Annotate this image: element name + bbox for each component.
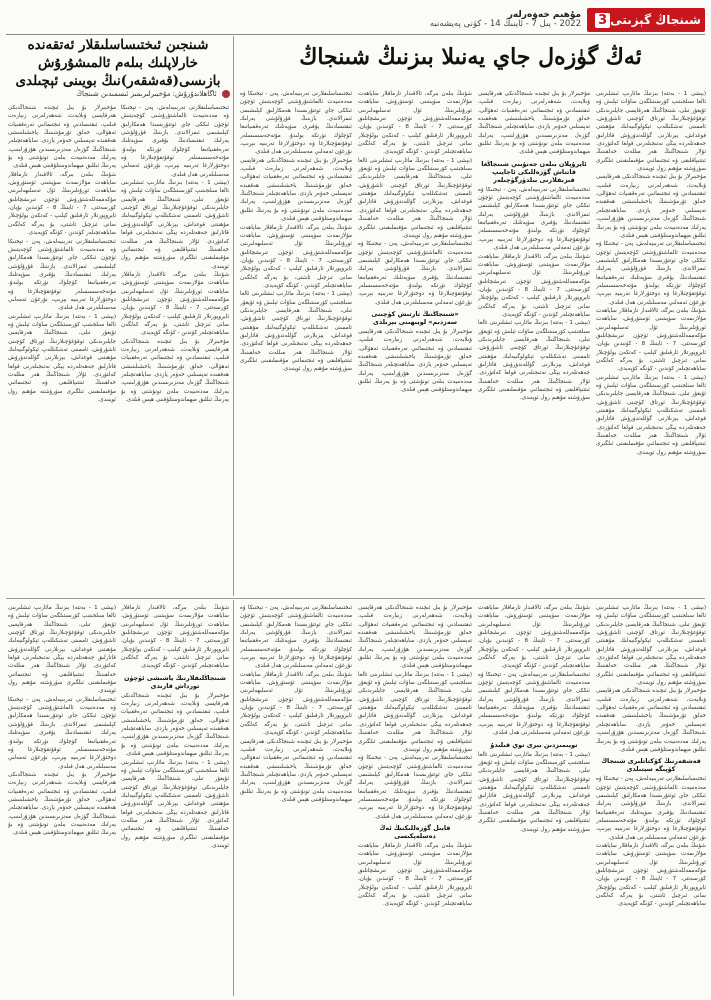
paragraph: شۇنىڭ بىلەن بىرگە، ئالاقىدار تارماقلار ساياھەت مۇلازىمەت سۈپىتىنى ئۆستۈرۈش، ساياھەت ئورۇنلىرىنىڭ ئۇل ئەسلىھەلىرىنى مۇكەممەللەشتۈرۈش ئۈچۈن تىرىشچانلىق كۆرسەتتى. 7 - ئاينىڭ 8 - كۈنىدىن بۇيان، ئايروپورتلار ئارقىلىق كېلىپ - كەتكەن يولۇچىلار سانى ئىزچىل ئاشتى، بۇ يەرگە كەلگەن ساياھەتچىلەر كۈندىن - كۈنگە كۆپەيدى. [8,171,116,237]
paragraph: شۇنىڭ بىلەن بىرگە، ئالاقىدار تارماقلار ساياھەت مۇلازىمەت سۈپىتىنى ئۆستۈرۈش، ساياھەت ئورۇنلىرىنىڭ ئۇل ئەسلىھەلىرىنى مۇكەممەللەشتۈرۈش ئۈچۈن تىرىشچانلىق كۆرسەتتى. 7 - ئاينىڭ 8 - كۈنىدىن بۇيان، ئايروپورتلار ئارقىلىق كېلىپ - كەتكەن يولۇچىلار سانى ئىزچىل ئاشتى، بۇ يەرگە كەلگەن ساياھەتچىلەر كۈندىن - كۈنگە كۆپەيدى. [358,91,472,156]
paragraph: ئىختىساسلىقلارنى تەربىيەلەش، پەن - تېخنىكا ۋە مەدەنىيەت ئالماشتۇرۇشنى كۈچەيتىش ئۈچۈن ئىككى جاي ئوتتۇرىسىدا ھەمكارلىق كېلىشىمى ئىمزالاندى. بازىنىڭ قۇرۇلۇشى يەرلىك ئىقتىسادنىڭ يۇقىرى سۈپەتلىك تەرەققىياتىغا كۈچلۈك تۈرتكە بولىدۇ. مۇتەخەسسىسلەر ئوقۇتقۇچىلارغا ۋە دوختۇرلارغا تەربىيە بېرىپ، نۇرغۇن ئەمەلىي مەسىلىلەرنى ھەل قىلدى. [121,105,229,178]
paragraph: شۇنىڭ بىلەن بىرگە، ئالاقىدار تارماقلار ساياھەت مۇلازىمەت سۈپىتىنى ئۆستۈرۈش، ساياھەت ئورۇنلىرىنىڭ ئۇل ئەسلىھەلىرىنى مۇكەممەللەشتۈرۈش ئۈچۈن تىرىشچانلىق كۆرسەتتى. 7 - ئاينىڭ 8 - كۈنىدىن بۇيان، ئايروپورتلار ئارقىلىق كېلىپ - كەتكەن يولۇچىلار سانى ئىزچىل ئاشتى، بۇ يەرگە كەلگەن ساياھەتچىلەر كۈندىن - كۈنگە كۆپەيدى. [240,671,352,737]
paragraph: شۇنىڭ بىلەن بىرگە، ئالاقىدار تارماقلار ساياھەت مۇلازىمەت سۈپىتىنى ئۆستۈرۈش، ساياھەت ئورۇنلىرىنىڭ ئۇل ئەسلىھەلىرىنى مۇكەممەللەشتۈرۈش ئۈچۈن تىرىشچانلىق كۆرسەتتى. 7 - ئاينىڭ 8 - كۈنىدىن بۇيان، ئايروپورتلار ئارقىلىق كېلىپ - كەتكەن يولۇچىلار سانى ئىزچىل ئاشتى، بۇ يەرگە كەلگەن ساياھەتچىلەر كۈندىن - كۈنگە كۆپەيدى. [478,253,590,318]
paragraph: ئىختىساسلىقلارنى تەربىيەلەش، پەن - تېخنىكا ۋە مەدەنىيەت ئالماشتۇرۇشنى كۈچەيتىش ئۈچۈن ئىككى جاي ئوتتۇرىسىدا ھەمكارلىق كېلىشىمى ئىمزالاندى. بازىنىڭ قۇرۇلۇشى يەرلىك ئىقتىسادنىڭ يۇقىرى سۈپەتلىك تەرەققىياتىغا كۈچلۈك تۈرتكە بولىدۇ. مۇتەخەسسىسلەر ئوقۇتقۇچىلارغا ۋە دوختۇرلارغا تەربىيە بېرىپ، نۇرغۇن ئەمەلىي مەسىلىلەرنى ھەل قىلدى. [358,241,472,306]
paragraph: شۇنىڭ بىلەن بىرگە، ئالاقىدار تارماقلار ساياھەت مۇلازىمەت سۈپىتىنى ئۆستۈرۈش، ساياھەت ئورۇنلىرىنىڭ ئۇل ئەسلىھەلىرىنى مۇكەممەللەشتۈرۈش ئۈچۈن تىرىشچانلىق كۆرسەتتى. 7 - ئاينىڭ 8 - كۈنىدىن بۇيان، ئايروپورتلار ئارقىلىق كېلىپ - كەتكەن يولۇچىلار سانى ئىزچىل ئاشتى، بۇ يەرگە كەلگەن ساياھەتچىلەر كۈندىن - كۈنگە كۆپەيدى. [121,605,229,670]
side-column-2 [8,104,116,592]
paragraph: مۇخبىرلار بۇ يىل ئىچىدە شىنجاڭدىكى ھەرقايسى ۋىلايەت، شەھەرلەرنى زىيارەت قىلىپ، ئىقتىسادىي ۋە ئىجتىمائىي تەرەققىيات ئەھۋالى، خەلق تۇرمۇشىنىڭ ياخشىلىنىشى ھەققىدە تەپسىلىي خەۋەر يازدى. ساياھەتچىلەر شىنجاڭنىڭ گۈزەل مەنزىرىسىدىن ھۇزۇرلىنىپ، يەرلىك مەدەنىيەت بىلەن تونۇشتى ۋە بۇ يەرنىڭ ئىللىق مېھماندوستلۇقىنى ھېس قىلدى. [8,105,116,170]
lower-column-3 [358,604,472,996]
column-divider [233,36,234,596]
side-article-title-block [6,36,230,91]
paragraph: شۇنىڭ بىلەن بىرگە، ئالاقىدار تارماقلار ساياھەت مۇلازىمەت سۈپىتىنى ئۆستۈرۈش، ساياھەت ئورۇنلىرىنىڭ ئۇل ئەسلىھەلىرىنى مۇكەممەللەشتۈرۈش ئۈچۈن تىرىشچانلىق كۆرسەتتى. 7 - ئاينىڭ 8 - كۈنىدىن بۇيان، ئايروپورتلار ئارقىلىق كېلىپ - كەتكەن يولۇچىلار سانى ئىزچىل ئاشتى، بۇ يەرگە كەلگەن ساياھەتچىلەر كۈندىن - كۈنگە كۆپەيدى. [121,271,229,337]
paragraph: مۇخبىرلار بۇ يىل ئىچىدە شىنجاڭدىكى ھەرقايسى ۋىلايەت، شەھەرلەرنى زىيارەت قىلىپ، ئىقتىسادىي ۋە ئىجتىمائىي تەرەققىيات ئەھۋالى، خەلق تۇرمۇشىنىڭ ياخشىلىنىشى ھەققىدە تەپسىلىي خەۋەر يازدى. ساياھەتچىلەر شىنجاڭنىڭ گۈزەل مەنزىرىسىدىن ھۇزۇرلىنىپ، يەرلىك مەدەنىيەت بىلەن تونۇشتى ۋە بۇ يەرنىڭ ئىللىق مېھماندوستلۇقىنى ھېس قىلدى. [121,692,229,758]
paragraph: مۇخبىرلار بۇ يىل ئىچىدە شىنجاڭدىكى ھەرقايسى ۋىلايەت، شەھەرلەرنى زىيارەت قىلىپ، ئىقتىسادىي ۋە ئىجتىمائىي تەرەققىيات ئەھۋالى، خەلق تۇرمۇشىنىڭ ياخشىلىنىشى ھەققىدە تەپسىلىي خەۋەر يازدى. ساياھەتچىلەر شىنجاڭنىڭ گۈزەل مەنزىرىسىدىن ھۇزۇرلىنىپ، يەرلىك مەدەنىيەت بىلەن تونۇشتى ۋە بۇ يەرنىڭ ئىللىق مېھماندوستلۇقىنى ھېس قىلدى. [596,174,706,239]
paragraph: ئىختىساسلىقلارنى تەربىيەلەش، پەن - تېخنىكا ۋە مەدەنىيەت ئالماشتۇرۇشنى كۈچەيتىش ئۈچۈن ئىككى جاي ئوتتۇرىسىدا ھەمكارلىق كېلىشىمى ئىمزالاندى. بازىنىڭ قۇرۇلۇشى يەرلىك ئىقتىسادنىڭ يۇقىرى سۈپەتلىك تەرەققىياتىغا كۈچلۈك تۈرتكە بولىدۇ. مۇتەخەسسىسلەر ئوقۇتقۇچىلارغا ۋە دوختۇرلارغا تەربىيە بېرىپ، نۇرغۇن ئەمەلىي مەسىلىلەرنى ھەل قىلدى. [240,605,352,670]
main-headline-block [236,36,705,86]
paragraph: شۇنىڭ بىلەن بىرگە، ئالاقىدار تارماقلار ساياھەت مۇلازىمەت سۈپىتىنى ئۆستۈرۈش، ساياھەت ئورۇنلىرىنىڭ ئۇل ئەسلىھەلىرىنى مۇكەممەللەشتۈرۈش ئۈچۈن تىرىشچانلىق كۆرسەتتى. 7 - ئاينىڭ 8 - كۈنىدىن بۇيان، ئايروپورتلار ئارقىلىق كېلىپ - كەتكەن يولۇچىلار سانى ئىزچىل ئاشتى، بۇ يەرگە كەلگەن ساياھەتچىلەر كۈندىن - كۈنگە كۆپەيدى. [358,842,472,908]
masthead-rule [6,34,705,35]
paragraph: (بېشى 1 - بەتتە) بىزنىڭ مائارىپ ئىشلىرىنى ئالغا سىلجىتىپ كۆرسىتىلگەن ساۋات ئېلىش ۋە ئۇيغۇر تىلى، شىنجاڭنىڭ ھەرقايسى جايلىرىدىكى ئوقۇغۇچىلارنىڭ ئورتاق كۈچىنى ئاشۇرۇش، ئاممىنى تەشكىللەپ ئېكولوگىيەلىك مۇھىتنى قوغداش، يېزىلارنى گۈللەندۈرۈش قاتارلىق جەھەتلەردە يېڭى نەتىجىلەرنى قولغا كەلتۈردى. ئۇلار شىنجاڭنىڭ ھەر مىللەت خەلقىنىڭ ئىتتىپاقلىقى ۋە ئىجتىمائىي مۇقىملىقىنى ئىلگىرى سۈرۈشتە مۇھىم رول ئوينىدى. [8,605,116,695]
masthead-meta [430,10,581,30]
paragraph: شۇنىڭ بىلەن بىرگە، ئالاقىدار تارماقلار ساياھەت مۇلازىمەت سۈپىتىنى ئۆستۈرۈش، ساياھەت ئورۇنلىرىنىڭ ئۇل ئەسلىھەلىرىنى مۇكەممەللەشتۈرۈش ئۈچۈن تىرىشچانلىق كۆرسەتتى. 7 - ئاينىڭ 8 - كۈنىدىن بۇيان، ئايروپورتلار ئارقىلىق كېلىپ - كەتكەن يولۇچىلار سانى ئىزچىل ئاشتى، بۇ يەرگە كەلگەن ساياھەتچىلەر كۈندىن - كۈنگە كۆپەيدى. [596,307,706,373]
paragraph: (بېشى 1 - بەتتە) بىزنىڭ مائارىپ ئىشلىرىنى ئالغا سىلجىتىپ كۆرسىتىلگەن ساۋات ئېلىش ۋە ئۇيغۇر تىلى، شىنجاڭنىڭ ھەرقايسى جايلىرىدىكى ئوقۇغۇچىلارنىڭ ئورتاق كۈچىنى ئاشۇرۇش، ئاممىنى تەشكىللەپ ئېكولوگىيەلىك مۇھىتنى قوغداش، يېزىلارنى گۈللەندۈرۈش قاتارلىق جەھەتلەردە يېڭى نەتىجىلەرنى قولغا كەلتۈردى. ئۇلار شىنجاڭنىڭ ھەر مىللەت خەلقىنىڭ ئىتتىپاقلىقى ۋە ئىجتىمائىي مۇقىملىقىنى ئىلگىرى سۈرۈشتە مۇھىم رول ئوينىدى. [8,313,116,404]
paragraph: مۇخبىرلار بۇ يىل ئىچىدە شىنجاڭدىكى ھەرقايسى ۋىلايەت، شەھەرلەرنى زىيارەت قىلىپ، ئىقتىسادىي ۋە ئىجتىمائىي تەرەققىيات ئەھۋالى، خەلق تۇرمۇشىنىڭ ياخشىلىنىشى ھەققىدە تەپسىلىي خەۋەر يازدى. ساياھەتچىلەر شىنجاڭنىڭ گۈزەل مەنزىرىسىدىن ھۇزۇرلىنىپ، يەرلىك مەدەنىيەت بىلەن تونۇشتى ۋە بۇ يەرنىڭ ئىللىق مېھماندوستلۇقىنى ھېس قىلدى. [596,688,706,753]
paragraph: ئىختىساسلىقلارنى تەربىيەلەش، پەن - تېخنىكا ۋە مەدەنىيەت ئالماشتۇرۇشنى كۈچەيتىش ئۈچۈن ئىككى جاي ئوتتۇرىسىدا ھەمكارلىق كېلىشىمى ئىمزالاندى. بازىنىڭ قۇرۇلۇشى يەرلىك ئىقتىسادنىڭ يۇقىرى سۈپەتلىك تەرەققىياتىغا كۈچلۈك تۈرتكە بولىدۇ. مۇتەخەسسىسلەر ئوقۇتقۇچىلارغا ۋە دوختۇرلارغا تەربىيە بېرىپ، نۇرغۇن ئەمەلىي مەسىلىلەرنى ھەل قىلدى. [240,91,352,156]
paragraph: مۇخبىرلار بۇ يىل ئىچىدە شىنجاڭدىكى ھەرقايسى ۋىلايەت، شەھەرلەرنى زىيارەت قىلىپ، ئىقتىسادىي ۋە ئىجتىمائىي تەرەققىيات ئەھۋالى، خەلق تۇرمۇشىنىڭ ياخشىلىنىشى ھەققىدە تەپسىلىي خەۋەر يازدى. ساياھەتچىلەر شىنجاڭنىڭ گۈزەل مەنزىرىسىدىن ھۇزۇرلىنىپ، يەرلىك مەدەنىيەت بىلەن تونۇشتى ۋە بۇ يەرنىڭ ئىللىق مېھماندوستلۇقىنى ھېس قىلدى. [358,328,472,394]
subheading: تويىمىزدىن بېرى توي قىلىدۇ [490,740,578,749]
paragraph: مۇخبىرلار بۇ يىل ئىچىدە شىنجاڭدىكى ھەرقايسى ۋىلايەت، شەھەرلەرنى زىيارەت قىلىپ، ئىقتىسادىي ۋە ئىجتىمائىي تەرەققىيات ئەھۋالى، خەلق تۇرمۇشىنىڭ ياخشىلىنىشى ھەققىدە تەپسىلىي خەۋەر يازدى. ساياھەتچىلەر شىنجاڭنىڭ گۈزەل مەنزىرىسىدىن ھۇزۇرلىنىپ، يەرلىك مەدەنىيەت بىلەن تونۇشتى ۋە بۇ يەرنىڭ ئىللىق مېھماندوستلۇقىنى ھېس قىلدى. [8,771,116,837]
logo-text: شىنجاڭ گېزىتى [610,13,701,27]
newspaper-logo [587,8,705,32]
paragraph: شۇنىڭ بىلەن بىرگە، ئالاقىدار تارماقلار ساياھەت مۇلازىمەت سۈپىتىنى ئۆستۈرۈش، ساياھەت ئورۇنلىرىنىڭ ئۇل ئەسلىھەلىرىنى مۇكەممەللەشتۈرۈش ئۈچۈن تىرىشچانلىق كۆرسەتتى. 7 - ئاينىڭ 8 - كۈنىدىن بۇيان، ئايروپورتلار ئارقىلىق كېلىپ - كەتكەن يولۇچىلار سانى ئىزچىل ئاشتى، بۇ يەرگە كەلگەن ساياھەتچىلەر كۈندىن - كۈنگە كۆپەيدى. [478,605,590,670]
issue-date: 2022 - يىل 7 - ئاينىڭ 14 - كۈنى پەيشەنبە [429,19,582,30]
paragraph: ئىختىساسلىقلارنى تەربىيەلەش، پەن - تېخنىكا ۋە مەدەنىيەت ئالماشتۇرۇشنى كۈچەيتىش ئۈچۈن ئىككى جاي ئوتتۇرىسىدا ھەمكارلىق كېلىشىمى ئىمزالاندى. بازىنىڭ قۇرۇلۇشى يەرلىك ئىقتىسادنىڭ يۇقىرى سۈپەتلىك تەرەققىياتىغا كۈچلۈك تۈرتكە بولىدۇ. مۇتەخەسسىسلەر ئوقۇتقۇچىلارغا ۋە دوختۇرلارغا تەربىيە بېرىپ، نۇرغۇن ئەمەلىي مەسىلىلەرنى ھەل قىلدى. [8,696,116,770]
paragraph: مۇخبىرلار بۇ يىل ئىچىدە شىنجاڭدىكى ھەرقايسى ۋىلايەت، شەھەرلەرنى زىيارەت قىلىپ، ئىقتىسادىي ۋە ئىجتىمائىي تەرەققىيات ئەھۋالى، خەلق تۇرمۇشىنىڭ ياخشىلىنىشى ھەققىدە تەپسىلىي خەۋەر يازدى. ساياھەتچىلەر شىنجاڭنىڭ گۈزەل مەنزىرىسىدىن ھۇزۇرلىنىپ، يەرلىك مەدەنىيەت بىلەن تونۇشتى ۋە بۇ يەرنىڭ ئىللىق مېھماندوستلۇقىنى ھېس قىلدى. [358,605,472,670]
lower-column-1 [596,604,706,996]
lower-side-column-1 [121,604,229,996]
paragraph: مۇخبىرلار بۇ يىل ئىچىدە شىنجاڭدىكى ھەرقايسى ۋىلايەت، شەھەرلەرنى زىيارەت قىلىپ، ئىقتىسادىي ۋە ئىجتىمائىي تەرەققىيات ئەھۋالى، خەلق تۇرمۇشىنىڭ ياخشىلىنىشى ھەققىدە تەپسىلىي خەۋەر يازدى. ساياھەتچىلەر شىنجاڭنىڭ گۈزەل مەنزىرىسىدىن ھۇزۇرلىنىپ، يەرلىك مەدەنىيەت بىلەن تونۇشتى ۋە بۇ يەرنىڭ ئىللىق مېھماندوستلۇقىنى ھېس قىلدى. [240,738,352,803]
main-column-1 [596,90,706,590]
subheading: «شىنجاڭنىڭ تارتىش كۈچىنى سەزدىم» لويىھىنى بېرىلدى [371,309,459,326]
paragraph: شۇنىڭ بىلەن بىرگە، ئالاقىدار تارماقلار ساياھەت مۇلازىمەت سۈپىتىنى ئۆستۈرۈش، ساياھەت ئورۇنلىرىنىڭ ئۇل ئەسلىھەلىرىنى مۇكەممەللەشتۈرۈش ئۈچۈن تىرىشچانلىق كۆرسەتتى. 7 - ئاينىڭ 8 - كۈنىدىن بۇيان، ئايروپورتلار ئارقىلىق كېلىپ - كەتكەن يولۇچىلار سانى ئىزچىل ئاشتى، بۇ يەرگە كەلگەن ساياھەتچىلەر كۈندىن - كۈنگە كۆپەيدى. [596,842,706,908]
subheading: ئايرۇپلان بىلەن جەنۇبىي شىنجاڭغا قاتناش گۈزەللىكى ئاجايىپ قىزىقلارنى بىلدۈرگۈچىلەر [481,159,587,184]
paragraph: مۇخبىرلار بۇ يىل ئىچىدە شىنجاڭدىكى ھەرقايسى ۋىلايەت، شەھەرلەرنى زىيارەت قىلىپ، ئىقتىسادىي ۋە ئىجتىمائىي تەرەققىيات ئەھۋالى، خەلق تۇرمۇشىنىڭ ياخشىلىنىشى ھەققىدە تەپسىلىي خەۋەر يازدى. ساياھەتچىلەر شىنجاڭنىڭ گۈزەل مەنزىرىسىدىن ھۇزۇرلىنىپ، يەرلىك مەدەنىيەت بىلەن تونۇشتى ۋە بۇ يەرنىڭ ئىللىق مېھماندوستلۇقىنى ھېس قىلدى. [240,157,352,223]
subheading: قابىل گۈزەللىكنىڭ ئەڭ دەسلەپكىسى [379,823,451,840]
byline-text: ئاگاھلاندۇرۇش: مۇخبىرلىرىمىز ئىسمىدىن شىنجاڭ [76,90,217,98]
paragraph: ئىختىساسلىقلارنى تەربىيەلەش، پەن - تېخنىكا ۋە مەدەنىيەت ئالماشتۇرۇشنى كۈچەيتىش ئۈچۈن ئىككى جاي ئوتتۇرىسىدا ھەمكارلىق كېلىشىمى ئىمزالاندى. بازىنىڭ قۇرۇلۇشى يەرلىك ئىقتىسادنىڭ يۇقىرى سۈپەتلىك تەرەققىياتىغا كۈچلۈك تۈرتكە بولىدۇ. مۇتەخەسسىسلەر ئوقۇتقۇچىلارغا ۋە دوختۇرلارغا تەربىيە بېرىپ، نۇرغۇن ئەمەلىي مەسىلىلەرنى ھەل قىلدى. [358,755,472,820]
paragraph: ئىختىساسلىقلارنى تەربىيەلەش، پەن - تېخنىكا ۋە مەدەنىيەت ئالماشتۇرۇشنى كۈچەيتىش ئۈچۈن ئىككى جاي ئوتتۇرىسىدا ھەمكارلىق كېلىشىمى ئىمزالاندى. بازىنىڭ قۇرۇلۇشى يەرلىك ئىقتىسادنىڭ يۇقىرى سۈپەتلىك تەرەققىياتىغا كۈچلۈك تۈرتكە بولىدۇ. مۇتەخەسسىسلەر ئوقۇتقۇچىلارغا ۋە دوختۇرلارغا تەربىيە بېرىپ، نۇرغۇن ئەمەلىي مەسىلىلەرنى ھەل قىلدى. [478,671,590,737]
page-number: 3 [595,13,610,28]
paragraph: (بېشى 1 - بەتتە) بىزنىڭ مائارىپ ئىشلىرىنى ئالغا سىلجىتىپ كۆرسىتىلگەن ساۋات ئېلىش ۋە ئۇيغۇر تىلى، شىنجاڭنىڭ ھەرقايسى جايلىرىدىكى ئوقۇغۇچىلارنىڭ ئورتاق كۈچىنى ئاشۇرۇش، ئاممىنى تەشكىللەپ ئېكولوگىيەلىك مۇھىتنى قوغداش، يېزىلارنى گۈللەندۈرۈش قاتارلىق جەھەتلەردە يېڭى نەتىجىلەرنى قولغا كەلتۈردى. ئۇلار شىنجاڭنىڭ ھەر مىللەت خەلقىنىڭ ئىتتىپاقلىقى ۋە ئىجتىمائىي مۇقىملىقىنى ئىلگىرى سۈرۈشتە مۇھىم رول ئوينىدى. [240,291,352,373]
reporter-icon [222,90,230,98]
paragraph: (بېشى 1 - بەتتە) بىزنىڭ مائارىپ ئىشلىرىنى ئالغا سىلجىتىپ كۆرسىتىلگەن ساۋات ئېلىش ۋە ئۇيغۇر تىلى، شىنجاڭنىڭ ھەرقايسى جايلىرىدىكى ئوقۇغۇچىلارنىڭ ئورتاق كۈچىنى ئاشۇرۇش، ئاممىنى تەشكىللەپ ئېكولوگىيەلىك مۇھىتنى قوغداش، يېزىلارنى گۈللەندۈرۈش قاتارلىق جەھەتلەردە يېڭى نەتىجىلەرنى قولغا كەلتۈردى. ئۇلار شىنجاڭنىڭ ھەر مىللەت خەلقىنىڭ ئىتتىپاقلىقى ۋە ئىجتىمائىي مۇقىملىقىنى ئىلگىرى سۈرۈشتە مۇھىم رول ئوينىدى. [596,605,706,687]
main-headline: ئەڭ گۈزەل جاي يەنىلا بىزنىڭ شىنجاڭ [299,44,642,70]
paragraph: ئىختىساسلىقلارنى تەربىيەلەش، پەن - تېخنىكا ۋە مەدەنىيەت ئالماشتۇرۇشنى كۈچەيتىش ئۈچۈن ئىككى جاي ئوتتۇرىسىدا ھەمكارلىق كېلىشىمى ئىمزالاندى. بازىنىڭ قۇرۇلۇشى يەرلىك ئىقتىسادنىڭ يۇقىرى سۈپەتلىك تەرەققىياتىغا كۈچلۈك تۈرتكە بولىدۇ. مۇتەخەسسىسلەر ئوقۇتقۇچىلارغا ۋە دوختۇرلارغا تەربىيە بېرىپ، نۇرغۇن ئەمەلىي مەسىلىلەرنى ھەل قىلدى. [596,241,706,306]
main-column-2 [478,90,590,590]
paragraph: (بېشى 1 - بەتتە) بىزنىڭ مائارىپ ئىشلىرىنى ئالغا سىلجىتىپ كۆرسىتىلگەن ساۋات ئېلىش ۋە ئۇيغۇر تىلى، شىنجاڭنىڭ ھەرقايسى جايلىرىدىكى ئوقۇغۇچىلارنىڭ ئورتاق كۈچىنى ئاشۇرۇش، ئاممىنى تەشكىللەپ ئېكولوگىيەلىك مۇھىتنى قوغداش، يېزىلارنى گۈللەندۈرۈش قاتارلىق جەھەتلەردە يېڭى نەتىجىلەرنى قولغا كەلتۈردى. ئۇلار شىنجاڭنىڭ ھەر مىللەت خەلقىنىڭ ئىتتىپاقلىقى ۋە ئىجتىمائىي مۇقىملىقىنى ئىلگىرى سۈرۈشتە مۇھىم رول ئوينىدى. [358,671,472,753]
side-article-title: شىنجىن ئىختىساسلىقلار ئەتقەندە خارلاپلىك بىلەم ئالمىشۇرۇش بازىسى(قەشقەر)نىڭ بويىنى ئېچىلدى [15,37,221,90]
side-column-1 [121,104,229,592]
main-column-4 [240,90,352,590]
paragraph: مۇخبىرلار بۇ يىل ئىچىدە شىنجاڭدىكى ھەرقايسى ۋىلايەت، شەھەرلەرنى زىيارەت قىلىپ، ئىقتىسادىي ۋە ئىجتىمائىي تەرەققىيات ئەھۋالى، خەلق تۇرمۇشىنىڭ ياخشىلىنىشى ھەققىدە تەپسىلىي خەۋەر يازدى. ساياھەتچىلەر شىنجاڭنىڭ گۈزەل مەنزىرىسىدىن ھۇزۇرلىنىپ، يەرلىك مەدەنىيەت بىلەن تونۇشتى ۋە بۇ يەرنىڭ ئىللىق مېھماندوستلۇقىنى ھېس قىلدى. [121,338,229,404]
paragraph: (بېشى 1 - بەتتە) بىزنىڭ مائارىپ ئىشلىرىنى ئالغا سىلجىتىپ كۆرسىتىلگەن ساۋات ئېلىش ۋە ئۇيغۇر تىلى، شىنجاڭنىڭ ھەرقايسى جايلىرىدىكى ئوقۇغۇچىلارنىڭ ئورتاق كۈچىنى ئاشۇرۇش، ئاممىنى تەشكىللەپ ئېكولوگىيەلىك مۇھىتنى قوغداش، يېزىلارنى گۈللەندۈرۈش قاتارلىق جەھەتلەردە يېڭى نەتىجىلەرنى قولغا كەلتۈردى. ئۇلار شىنجاڭنىڭ ھەر مىللەت خەلقىنىڭ ئىتتىپاقلىقى ۋە ئىجتىمائىي مۇقىملىقىنى ئىلگىرى سۈرۈشتە مۇھىم رول ئوينىدى. [358,157,472,239]
lower-side-column-2 [8,604,116,996]
paragraph: (بېشى 1 - بەتتە) بىزنىڭ مائارىپ ئىشلىرىنى ئالغا سىلجىتىپ كۆرسىتىلگەن ساۋات ئېلىش ۋە ئۇيغۇر تىلى، شىنجاڭنىڭ ھەرقايسى جايلىرىدىكى ئوقۇغۇچىلارنىڭ ئورتاق كۈچىنى ئاشۇرۇش، ئاممىنى تەشكىللەپ ئېكولوگىيەلىك مۇھىتنى قوغداش، يېزىلارنى گۈللەندۈرۈش قاتارلىق جەھەتلەردە يېڭى نەتىجىلەرنى قولغا كەلتۈردى. ئۇلار شىنجاڭنىڭ ھەر مىللەت خەلقىنىڭ ئىتتىپاقلىقى ۋە ئىجتىمائىي مۇقىملىقىنى ئىلگىرى سۈرۈشتە مۇھىم رول ئوينىدى. [596,91,706,173]
paragraph: (بېشى 1 - بەتتە) بىزنىڭ مائارىپ ئىشلىرىنى ئالغا سىلجىتىپ كۆرسىتىلگەن ساۋات ئېلىش ۋە ئۇيغۇر تىلى، شىنجاڭنىڭ ھەرقايسى جايلىرىدىكى ئوقۇغۇچىلارنىڭ ئورتاق كۈچىنى ئاشۇرۇش، ئاممىنى تەشكىللەپ ئېكولوگىيەلىك مۇھىتنى قوغداش، يېزىلارنى گۈللەندۈرۈش قاتارلىق جەھەتلەردە يېڭى نەتىجىلەرنى قولغا كەلتۈردى. ئۇلار شىنجاڭنىڭ ھەر مىللەت خەلقىنىڭ ئىتتىپاقلىقى ۋە ئىجتىمائىي مۇقىملىقىنى ئىلگىرى سۈرۈشتە مۇھىم رول ئوينىدى. [121,759,229,849]
paragraph: شۇنىڭ بىلەن بىرگە، ئالاقىدار تارماقلار ساياھەت مۇلازىمەت سۈپىتىنى ئۆستۈرۈش، ساياھەت ئورۇنلىرىنىڭ ئۇل ئەسلىھەلىرىنى مۇكەممەللەشتۈرۈش ئۈچۈن تىرىشچانلىق كۆرسەتتى. 7 - ئاينىڭ 8 - كۈنىدىن بۇيان، ئايروپورتلار ئارقىلىق كېلىپ - كەتكەن يولۇچىلار سانى ئىزچىل ئاشتى، بۇ يەرگە كەلگەن ساياھەتچىلەر كۈندىن - كۈنگە كۆپەيدى. [240,224,352,289]
paragraph: (بېشى 1 - بەتتە) بىزنىڭ مائارىپ ئىشلىرىنى ئالغا سىلجىتىپ كۆرسىتىلگەن ساۋات ئېلىش ۋە ئۇيغۇر تىلى، شىنجاڭنىڭ ھەرقايسى جايلىرىدىكى ئوقۇغۇچىلارنىڭ ئورتاق كۈچىنى ئاشۇرۇش، ئاممىنى تەشكىللەپ ئېكولوگىيەلىك مۇھىتنى قوغداش، يېزىلارنى گۈللەندۈرۈش قاتارلىق جەھەتلەردە يېڭى نەتىجىلەرنى قولغا كەلتۈردى. ئۇلار شىنجاڭنىڭ ھەر مىللەت خەلقىنىڭ ئىتتىپاقلىقى ۋە ئىجتىمائىي مۇقىملىقىنى ئىلگىرى سۈرۈشتە مۇھىم رول ئوينىدى. [478,320,590,402]
lower-column-2 [478,604,590,996]
section-name: مۇھىم خەۋەرلەر [507,9,582,20]
paragraph: (بېشى 1 - بەتتە) بىزنىڭ مائارىپ ئىشلىرىنى ئالغا سىلجىتىپ كۆرسىتىلگەن ساۋات ئېلىش ۋە ئۇيغۇر تىلى، شىنجاڭنىڭ ھەرقايسى جايلىرىدىكى ئوقۇغۇچىلارنىڭ ئورتاق كۈچىنى ئاشۇرۇش، ئاممىنى تەشكىللەپ ئېكولوگىيەلىك مۇھىتنى قوغداش، يېزىلارنى گۈللەندۈرۈش قاتارلىق جەھەتلەردە يېڭى نەتىجىلەرنى قولغا كەلتۈردى. ئۇلار شىنجاڭنىڭ ھەر مىللەت خەلقىنىڭ ئىتتىپاقلىقى ۋە ئىجتىمائىي مۇقىملىقىنى ئىلگىرى سۈرۈشتە مۇھىم رول ئوينىدى. [596,374,706,456]
lower-column-4 [240,604,352,996]
paragraph: ئىختىساسلىقلارنى تەربىيەلەش، پەن - تېخنىكا ۋە مەدەنىيەت ئالماشتۇرۇشنى كۈچەيتىش ئۈچۈن ئىككى جاي ئوتتۇرىسىدا ھەمكارلىق كېلىشىمى ئىمزالاندى. بازىنىڭ قۇرۇلۇشى يەرلىك ئىقتىسادنىڭ يۇقىرى سۈپەتلىك تەرەققىياتىغا كۈچلۈك تۈرتكە بولىدۇ. مۇتەخەسسىسلەر ئوقۇتقۇچىلارغا ۋە دوختۇرلارغا تەربىيە بېرىپ، نۇرغۇن ئەمەلىي مەسىلىلەرنى ھەل قىلدى. [596,776,706,841]
column-divider [233,600,234,996]
subheading: قەشقەرنىڭ كۆكتاتلىرى شىنجاڭ كۆپىگە سېتىلدى [601,757,701,774]
paragraph: (بېشى 1 - بەتتە) بىزنىڭ مائارىپ ئىشلىرىنى ئالغا سىلجىتىپ كۆرسىتىلگەن ساۋات ئېلىش ۋە ئۇيغۇر تىلى، شىنجاڭنىڭ ھەرقايسى جايلىرىدىكى ئوقۇغۇچىلارنىڭ ئورتاق كۈچىنى ئاشۇرۇش، ئاممىنى تەشكىللەپ ئېكولوگىيەلىك مۇھىتنى قوغداش، يېزىلارنى گۈللەندۈرۈش قاتارلىق جەھەتلەردە يېڭى نەتىجىلەرنى قولغا كەلتۈردى. ئۇلار شىنجاڭنىڭ ھەر مىللەت خەلقىنىڭ ئىتتىپاقلىقى ۋە ئىجتىمائىي مۇقىملىقىنى ئىلگىرى سۈرۈشتە مۇھىم رول ئوينىدى. [121,180,229,270]
subheading: شىنجاڭلىقلارنىڭ ياشىشى ئۈچۈن تورداش قارىدى [124,673,226,690]
main-column-3 [358,90,472,590]
section-divider [6,598,705,599]
paragraph: مۇخبىرلار بۇ يىل ئىچىدە شىنجاڭدىكى ھەرقايسى ۋىلايەت، شەھەرلەرنى زىيارەت قىلىپ، ئىقتىسادىي ۋە ئىجتىمائىي تەرەققىيات ئەھۋالى، خەلق تۇرمۇشىنىڭ ياخشىلىنىشى ھەققىدە تەپسىلىي خەۋەر يازدى. ساياھەتچىلەر شىنجاڭنىڭ گۈزەل مەنزىرىسىدىن ھۇزۇرلىنىپ، يەرلىك مەدەنىيەت بىلەن تونۇشتى ۋە بۇ يەرنىڭ ئىللىق مېھماندوستلۇقىنى ھېس قىلدى. [478,91,590,156]
paragraph: ئىختىساسلىقلارنى تەربىيەلەش، پەن - تېخنىكا ۋە مەدەنىيەت ئالماشتۇرۇشنى كۈچەيتىش ئۈچۈن ئىككى جاي ئوتتۇرىسىدا ھەمكارلىق كېلىشىمى ئىمزالاندى. بازىنىڭ قۇرۇلۇشى يەرلىك ئىقتىسادنىڭ يۇقىرى سۈپەتلىك تەرەققىياتىغا كۈچلۈك تۈرتكە بولىدۇ. مۇتەخەسسىسلەر ئوقۇتقۇچىلارغا ۋە دوختۇرلارغا تەربىيە بېرىپ، نۇرغۇن ئەمەلىي مەسىلىلەرنى ھەل قىلدى. [478,186,590,252]
paragraph: ئىختىساسلىقلارنى تەربىيەلەش، پەن - تېخنىكا ۋە مەدەنىيەت ئالماشتۇرۇشنى كۈچەيتىش ئۈچۈن ئىككى جاي ئوتتۇرىسىدا ھەمكارلىق كېلىشىمى ئىمزالاندى. بازىنىڭ قۇرۇلۇشى يەرلىك ئىقتىسادنىڭ يۇقىرى سۈپەتلىك تەرەققىياتىغا كۈچلۈك تۈرتكە بولىدۇ. مۇتەخەسسىسلەر ئوقۇتقۇچىلارغا ۋە دوختۇرلارغا تەربىيە بېرىپ، نۇرغۇن ئەمەلىي مەسىلىلەرنى ھەل قىلدى. [8,238,116,312]
masthead [6,6,705,34]
byline [6,90,230,98]
paragraph: (بېشى 1 - بەتتە) بىزنىڭ مائارىپ ئىشلىرىنى ئالغا سىلجىتىپ كۆرسىتىلگەن ساۋات ئېلىش ۋە ئۇيغۇر تىلى، شىنجاڭنىڭ ھەرقايسى جايلىرىدىكى ئوقۇغۇچىلارنىڭ ئورتاق كۈچىنى ئاشۇرۇش، ئاممىنى تەشكىللەپ ئېكولوگىيەلىك مۇھىتنى قوغداش، يېزىلارنى گۈللەندۈرۈش قاتارلىق جەھەتلەردە يېڭى نەتىجىلەرنى قولغا كەلتۈردى. ئۇلار شىنجاڭنىڭ ھەر مىللەت خەلقىنىڭ ئىتتىپاقلىقى ۋە ئىجتىمائىي مۇقىملىقىنى ئىلگىرى سۈرۈشتە مۇھىم رول ئوينىدى. [478,751,590,833]
